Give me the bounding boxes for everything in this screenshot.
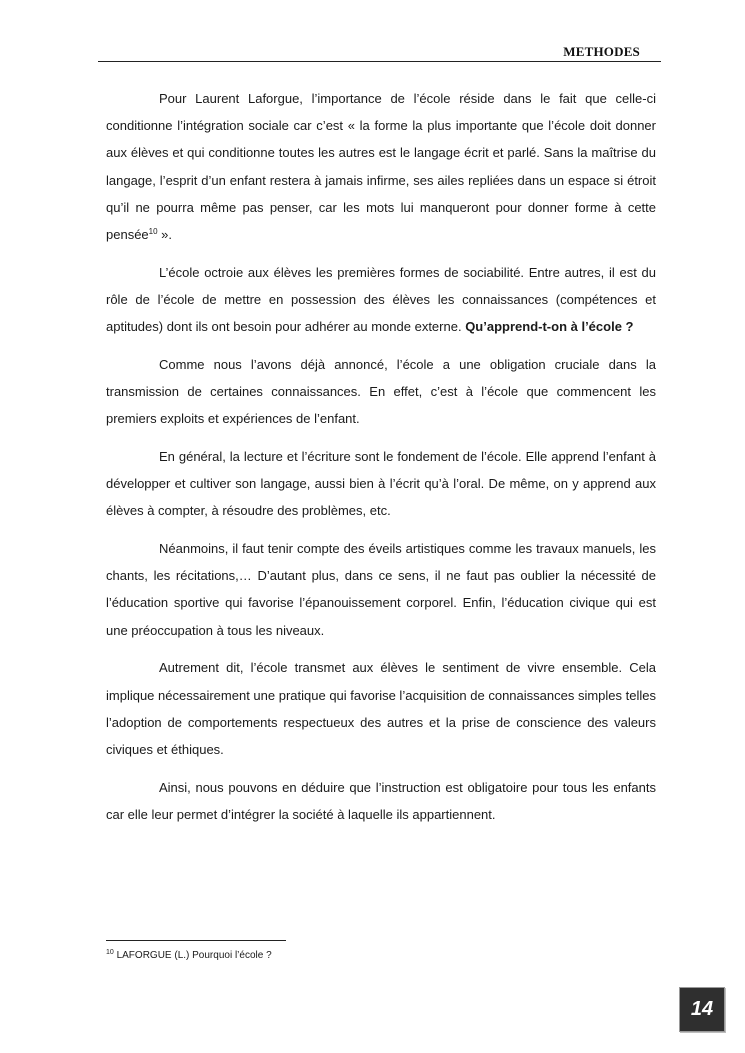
paragraph-text: Comme nous l’avons déjà annoncé, l’école a une obligation cruciale dans la transmission de certaines connaissances. En effet, c’est à l’école que commencent les premiers exploits et expériences de l’enfant. xyxy=(106,356,656,427)
footnote-divider xyxy=(106,940,286,941)
paragraph-text: Autrement dit, l’école transmet aux élèves le sentiment de vivre ensemble. Cela implique nécessairement une pratique qui favorise l’acquisition de connaissances simples telles l’adoption de comportements respectueux des autres et la prise de conscience des valeurs civiques et éthiques. xyxy=(106,660,656,757)
paragraph-vivre-ensemble xyxy=(106,654,656,763)
footnote-number: 10 xyxy=(106,949,114,956)
paragraph-lecture-ecriture xyxy=(106,443,656,525)
paragraph-text: Pour Laurent Laforgue, l’importance de l’école réside dans le fait que celle-ci conditionne l’intégration sociale car c’est « la forme la plus importante que l’école doit donner aux élèves et qui conditionne toutes les autres est le langage écrit et parlé. Sans la maîtrise du langage, l’esprit d’un enfant restera à jamais infirme, ses ailes repliées dans un espace si étroit qu’il ne pourra même pas penser, car les mots lui manqueront pour donner forme à cette pensée xyxy=(106,91,656,243)
paragraph-transmission xyxy=(106,351,656,433)
paragraph-text-end: ». xyxy=(157,227,173,243)
bold-question: Qu’apprend-t-on à l’école ? xyxy=(465,319,634,335)
paragraph-text: L’école octroie aux élèves les premières formes de sociabilité. Entre autres, il est du rôle de l’école de mettre en possession des élèves les connaissances (compétences et aptitudes) dont ils ont besoin pour adhérer au monde externe. xyxy=(106,264,656,335)
page-number: 14 xyxy=(690,998,714,1020)
running-header-title: METHODES xyxy=(563,44,640,59)
body-text xyxy=(106,85,656,839)
paragraph-eveils-artistiques xyxy=(106,535,656,644)
footnote-reference[interactable]: 10 xyxy=(148,227,158,237)
header-divider xyxy=(98,61,661,62)
page-number-badge xyxy=(679,987,725,1032)
footnote xyxy=(106,950,272,962)
footnote-text: LAFORGUE (L.) Pourquoi l’école ? xyxy=(113,950,272,961)
paragraph-laforgue-quote xyxy=(106,85,656,248)
paragraph-conclusion xyxy=(106,774,656,828)
paragraph-text: En général, la lecture et l’écriture sont le fondement de l’école. Elle apprend l’enfant à développer et cultiver son langage, aussi bien à l’écrit qu’à l’oral. De même, on y apprend aux élèves à compter, à résoudre des problèmes, etc. xyxy=(106,448,656,519)
paragraph-text: Ainsi, nous pouvons en déduire que l’instruction est obligatoire pour tous les enfants car elle leur permet d’intégrer la société à laquelle ils appartiennent. xyxy=(106,779,656,822)
paragraph-text: Néanmoins, il faut tenir compte des éveils artistiques comme les travaux manuels, les chants, les récitations,… D’autant plus, dans ce sens, il ne faut pas oublier la nécessité de l’éducation sportive qui favorise l’épanouissement corporel. Enfin, l’éducation civique qui est une préoccupation à tous les niveaux. xyxy=(106,541,656,638)
paragraph-sociabilite xyxy=(106,259,656,341)
